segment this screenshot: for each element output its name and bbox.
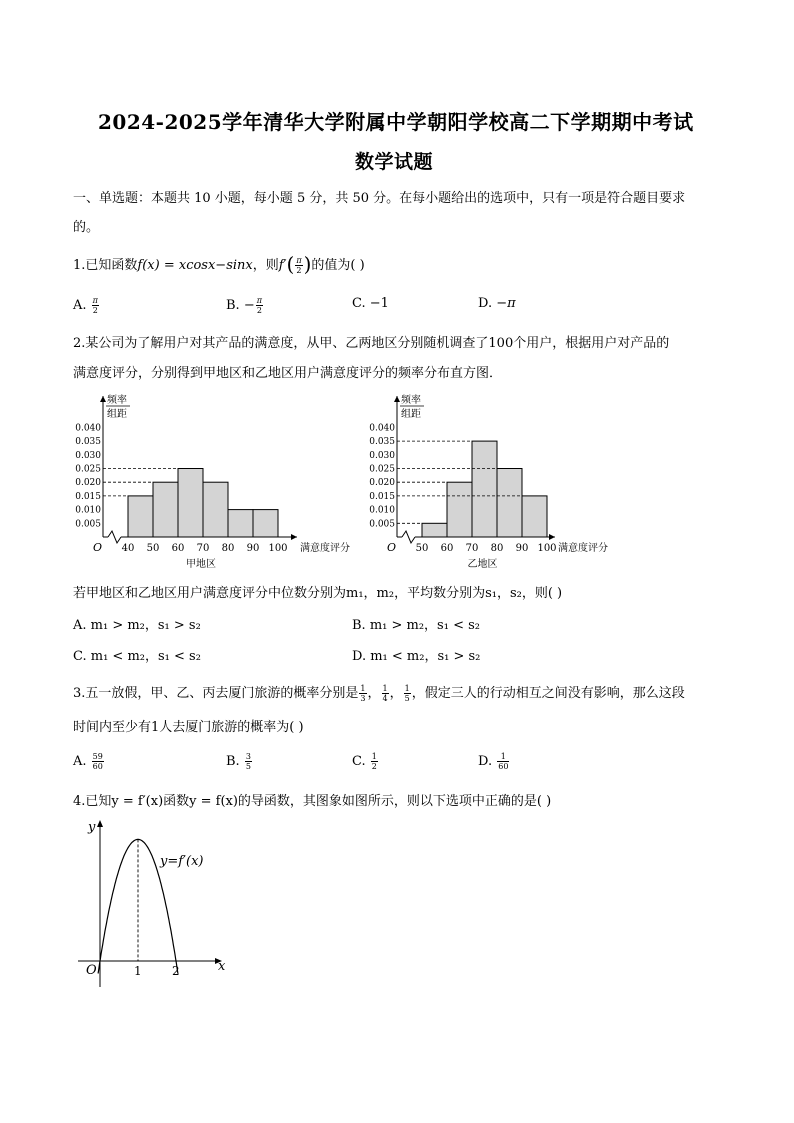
histogram-bar xyxy=(153,482,178,537)
y-axis-label: y xyxy=(88,820,96,835)
x-tick-label: 70 xyxy=(196,543,210,554)
axis-break xyxy=(108,531,121,543)
histogram-bar xyxy=(253,510,278,537)
x-axis-label: x xyxy=(218,959,226,974)
y-tick-label: 0.035 xyxy=(369,437,395,448)
x-tick-label: 100 xyxy=(268,543,288,554)
histogram-bar xyxy=(228,510,253,537)
histogram-title: 甲地区 xyxy=(186,559,216,570)
y-tick-label: 0.025 xyxy=(369,464,395,475)
y-tick-label: 0.015 xyxy=(369,491,395,502)
x-tick-label: 60 xyxy=(440,543,454,554)
axis-break xyxy=(402,531,415,543)
y-tick-label: 0.030 xyxy=(369,450,395,461)
histogram-bar xyxy=(203,482,228,537)
derivative-graph xyxy=(70,815,230,990)
exam-subtitle: 数学试题 xyxy=(355,151,434,173)
x-axis-label: 满意度评分 xyxy=(300,543,350,554)
histogram-yi xyxy=(369,393,608,570)
exam-title: 2024-2025学年清华大学附属中学朝阳学校高二下学期期中考试 xyxy=(98,110,694,134)
q1-option-c: C. −1 xyxy=(352,296,389,311)
y-axis-label-denominator: 组距 xyxy=(107,409,127,420)
x-tick-label: 90 xyxy=(515,543,529,554)
q1-number: 1. xyxy=(73,258,86,273)
q1-option-b: B. − $\frac{\pi}{2}$ xyxy=(226,296,262,315)
histogram-jia xyxy=(75,393,350,570)
q1-derivative: f′ xyxy=(278,258,287,273)
y-tick-label: 0.035 xyxy=(75,437,101,448)
q1-function: f(x) = xcosx−sinx xyxy=(137,258,253,273)
y-tick-label: 0.030 xyxy=(75,450,101,461)
y-tick-label: 0.005 xyxy=(369,519,395,530)
x-tick-label: 60 xyxy=(171,543,185,554)
histogram-bar xyxy=(422,523,447,537)
y-tick-label: 0.020 xyxy=(369,478,395,489)
x-tick-label: 1 xyxy=(134,964,142,978)
y-tick-label: 0.015 xyxy=(75,491,101,502)
y-axis-arrow xyxy=(97,820,103,827)
q2-stem-line2: 满意度评分，分别得到甲地区和乙地区用户满意度评分的频率分布直方图． xyxy=(73,366,503,381)
x-tick-label: 2 xyxy=(172,964,180,978)
section-instructions-line2: 的。 xyxy=(73,220,100,235)
origin-label: O xyxy=(93,541,103,554)
q2-option-a: A. m₁ > m₂，s₁ > s₂ xyxy=(73,618,201,633)
curve-label: y=f′(x) xyxy=(160,854,204,869)
y-axis-label-denominator: 组距 xyxy=(401,409,421,420)
question-3: 3.五一放假，甲、乙、丙去厦门旅游的概率分别是 $\frac{1}{3}$ ， $\frac{1}{4}$ ， $\frac{1}{5}$ ，假定三人的行动相互之间没有影响，那么这段 xyxy=(73,684,685,703)
q2-option-b: B. m₁ > m₂，s₁ < s₂ xyxy=(352,618,480,633)
q4-stem: 4.已知y = f′(x)函数y = f(x)的导函数，其图象如图所示，则以下选项中正确的是( ) xyxy=(73,794,552,809)
histogram-bar xyxy=(128,496,153,537)
histograms-figure xyxy=(60,388,640,574)
question-1: 1.已知函数f(x) = xcosx−sinx，则f′( $\frac{\pi}{2}$ )的值为( ) xyxy=(73,252,365,276)
x-tick-label: 80 xyxy=(490,543,504,554)
histogram-title: 乙地区 xyxy=(467,559,498,570)
x-tick-label: 80 xyxy=(221,543,235,554)
section-instructions-line1: 一、单选题：本题共 10 小题，每小题 5 分，共 50 分。在每小题给出的选项中，只有一项是符合题目要求 xyxy=(73,191,686,206)
histogram-bar xyxy=(178,469,203,538)
q1-pi-over-2: $\frac{\pi}{2}$ xyxy=(296,256,302,275)
x-tick-label: 90 xyxy=(246,543,260,554)
histogram-bar xyxy=(472,441,497,537)
q1-mid: ，则 xyxy=(252,258,279,273)
x-tick-label: 50 xyxy=(146,543,160,554)
q1-option-d: D. −π xyxy=(478,296,516,311)
x-axis-label: 满意度评分 xyxy=(558,543,608,554)
y-tick-label: 0.020 xyxy=(75,478,101,489)
y-axis-label-numerator: 频率 xyxy=(401,395,421,406)
y-tick-label: 0.025 xyxy=(75,464,101,475)
q3-stem-line2: 时间内至少有1人去厦门旅游的概率为( ) xyxy=(73,720,304,735)
x-tick-label: 50 xyxy=(415,543,429,554)
y-tick-label: 0.010 xyxy=(369,505,395,516)
origin-label: O xyxy=(387,541,397,554)
x-tick-label: 70 xyxy=(465,543,479,554)
y-tick-label: 0.040 xyxy=(369,423,395,434)
histogram-bar xyxy=(497,469,522,538)
q1-option-a: A. $\frac{\pi}{2}$ xyxy=(73,296,98,315)
y-tick-label: 0.005 xyxy=(75,519,101,530)
histogram-bar xyxy=(447,482,472,537)
y-tick-label: 0.010 xyxy=(75,505,101,516)
q2-option-c: C. m₁ < m₂，s₁ < s₂ xyxy=(73,649,201,664)
q3-option-c: C. $\frac{1}{2}$ xyxy=(352,752,377,771)
x-tick-label: 100 xyxy=(537,543,557,554)
q2-stem-line1: 2.某公司为了解用户对其产品的满意度，从甲、乙两地区分别随机调查了100个用户，根据用户对产品的 xyxy=(73,336,670,351)
y-axis-label-numerator: 频率 xyxy=(107,395,127,406)
histogram-bar xyxy=(522,496,547,537)
origin-label: O xyxy=(86,963,97,978)
q1-suffix: 的值为( ) xyxy=(311,258,365,273)
q1-prefix: 已知函数 xyxy=(85,258,138,273)
x-tick-label: 40 xyxy=(121,543,135,554)
q3-option-d: D. $\frac{1}{60}$ xyxy=(478,752,509,771)
q3-option-b: B. $\frac{3}{5}$ xyxy=(226,752,251,771)
q3-option-a: A. $\frac{59}{60}$ xyxy=(73,752,103,771)
q2-option-d: D. m₁ < m₂，s₁ > s₂ xyxy=(352,649,481,664)
y-tick-label: 0.040 xyxy=(75,423,101,434)
q2-followup: 若甲地区和乙地区用户满意度评分中位数分别为m₁，m₂，平均数分别为s₁，s₂，则( ) xyxy=(73,586,563,601)
